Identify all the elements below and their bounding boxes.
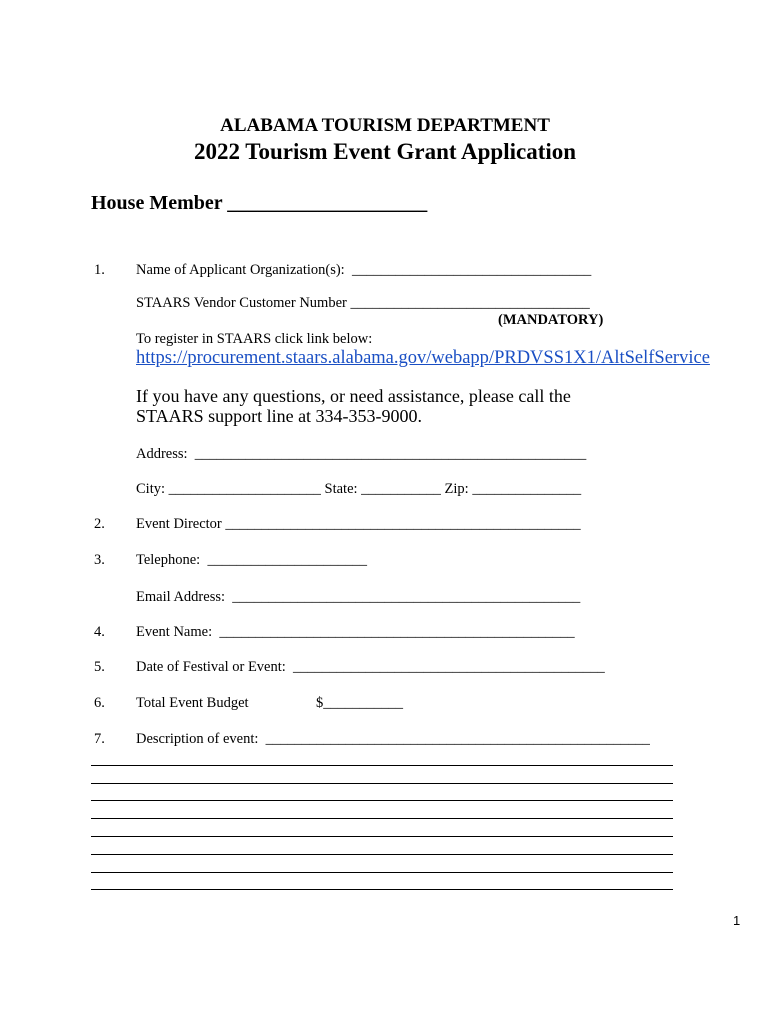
agency-heading: ALABAMA TOURISM DEPARTMENT [220, 115, 550, 136]
event-description-field[interactable]: Description of event: _____________________________________________________ [136, 731, 650, 747]
city-state-zip-field[interactable]: City: _____________________ State: ___________ Zip: _______________ [136, 481, 582, 497]
item-number-1: 1. [94, 262, 105, 278]
total-budget-field[interactable]: $___________ [316, 695, 403, 711]
description-line[interactable] [91, 855, 673, 873]
help-text-line-2: STAARS support line at 334-353-9000. [136, 406, 423, 426]
description-line[interactable] [91, 819, 673, 837]
description-lines[interactable] [91, 748, 673, 890]
item-number-4: 4. [94, 624, 105, 640]
address-field[interactable]: Address: ______________________________________________________ [136, 446, 587, 462]
item-number-7: 7. [94, 731, 105, 747]
email-address-field[interactable]: Email Address: ________________________________________________ [136, 589, 581, 605]
total-budget-label: Total Event Budget [136, 695, 249, 711]
description-line[interactable] [91, 766, 673, 784]
house-member-field[interactable]: House Member ____________________ [91, 192, 428, 214]
item-number-3: 3. [94, 552, 105, 568]
staars-register-link[interactable]: https://procurement.staars.alabama.gov/webapp/PRDVSS1X1/AltSelfService [136, 348, 710, 368]
item-number-6: 6. [94, 695, 105, 711]
applicant-organization-field[interactable]: Name of Applicant Organization(s): _________________________________ [136, 262, 592, 278]
description-line[interactable] [91, 801, 673, 819]
description-line[interactable] [91, 748, 673, 766]
item-number-5: 5. [94, 659, 105, 675]
staars-vendor-number-field[interactable]: STAARS Vendor Customer Number _________________________________ [136, 295, 590, 311]
description-line[interactable] [91, 873, 673, 891]
telephone-field[interactable]: Telephone: ______________________ [136, 552, 367, 568]
description-line[interactable] [91, 837, 673, 855]
mandatory-label: (MANDATORY) [498, 312, 604, 328]
event-director-field[interactable]: Event Director _________________________________________________ [136, 516, 581, 532]
event-date-field[interactable]: Date of Festival or Event: ___________________________________________ [136, 659, 605, 675]
event-name-field[interactable]: Event Name: _________________________________________________ [136, 624, 575, 640]
page-title: 2022 Tourism Event Grant Application [193, 139, 577, 164]
help-text-line-1: If you have any questions, or need assistance, please call the [136, 386, 571, 406]
item-number-2: 2. [94, 516, 105, 532]
description-line[interactable] [91, 784, 673, 802]
register-note: To register in STAARS click link below: [136, 331, 373, 347]
page-number: 1 [733, 913, 741, 928]
